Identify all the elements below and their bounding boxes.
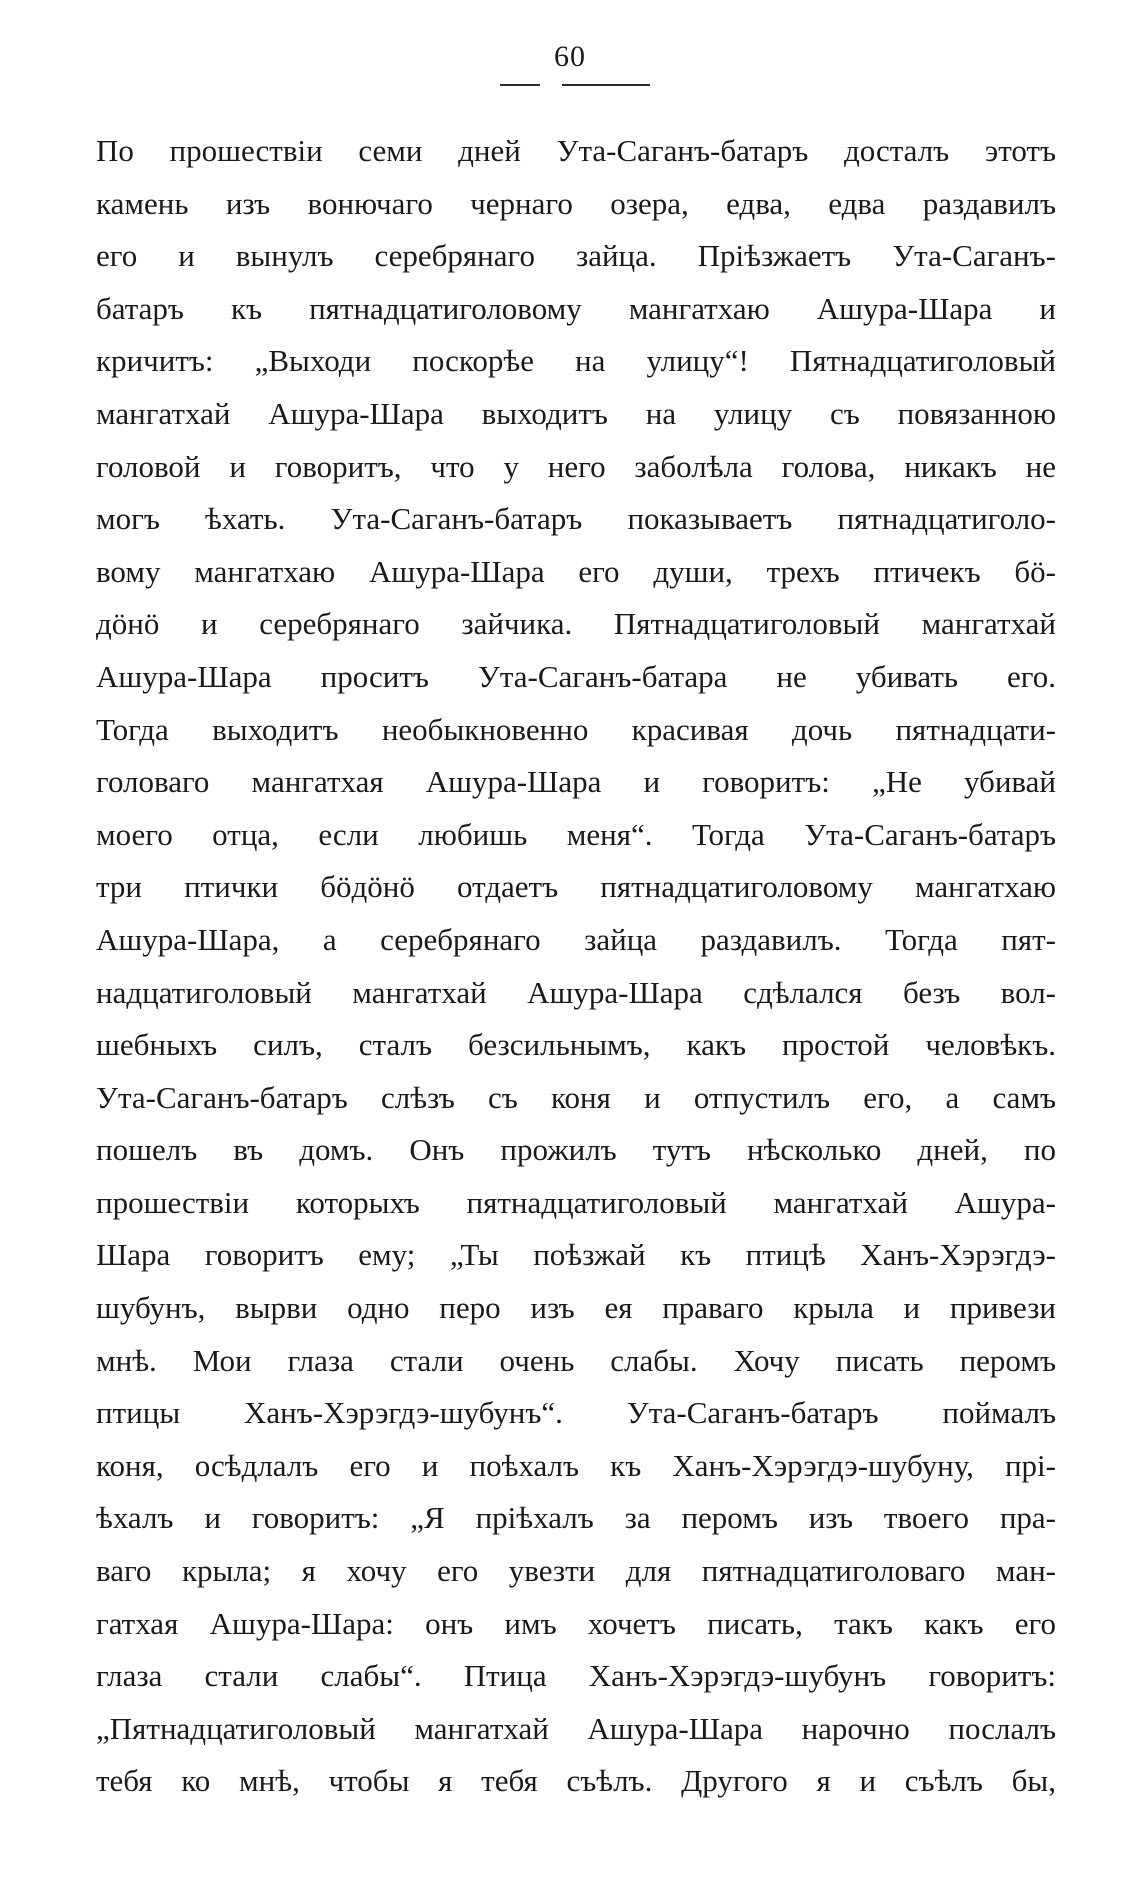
text-line: гатхая Ашура-Шара: онъ имъ хочетъ писать, такъ какъ его bbox=[96, 1605, 1056, 1641]
text-line: ѣхалъ и говоритъ: „Я пріѣхалъ за перомъ изъ твоего пра- bbox=[96, 1500, 1056, 1536]
text-line: мнѣ. Мои глаза стали очень слабы. Хочу писать перомъ bbox=[96, 1342, 1056, 1378]
text-line: надцатиголовый мангатхай Ашура-Шара сдѣлался безъ вол- bbox=[96, 974, 1056, 1010]
text-line: мангатхай Ашура-Шара выходитъ на улицу съ повязанною bbox=[96, 395, 1056, 431]
text-line: кричитъ: „Выходи поскорѣе на улицу“! Пятнадцатиголовый bbox=[96, 343, 1056, 379]
text-line: вому мангатхаю Ашура-Шара его души, трехъ птичекъ бö- bbox=[96, 553, 1056, 589]
text-line: три птички бöдöнö отдаетъ пятнадцатиголовому мангатхаю bbox=[96, 869, 1056, 905]
text-line: головой и говоритъ, что у него заболѣла голова, никакъ не bbox=[96, 448, 1056, 484]
text-line: Ашура-Шара, а серебрянаго зайца раздавилъ. Тогда пят- bbox=[96, 921, 1056, 957]
text-line: коня, осѣдлалъ его и поѣхалъ къ Ханъ-Хэрэгдэ-шубуну, прі- bbox=[96, 1447, 1056, 1483]
text-line: пошелъ въ домъ. Онъ прожилъ тутъ нѣсколько дней, по bbox=[96, 1132, 1056, 1168]
text-line: могъ ѣхать. Ута-Саганъ-батаръ показываетъ пятнадцатиголо- bbox=[96, 501, 1056, 537]
header-rule-gap bbox=[540, 82, 562, 88]
body-text bbox=[96, 125, 1056, 1808]
text-line: Тогда выходитъ необыкновенно красивая дочь пятнадцати- bbox=[96, 711, 1056, 747]
text-line: Шара говоритъ ему; „Ты поѣзжай къ птицѣ Ханъ-Хэрэгдэ- bbox=[96, 1237, 1056, 1273]
text-line: По прошествіи семи дней Ута-Саганъ-батаръ досталъ этотъ bbox=[96, 133, 1056, 168]
text-line: ваго крыла; я хочу его увезти для пятнадцатиголоваго ман- bbox=[96, 1553, 1056, 1589]
text-line: тебя ко мнѣ, чтобы я тебя съѣлъ. Другого я и съѣлъ бы, bbox=[96, 1763, 1056, 1799]
text-line: Ута-Саганъ-батаръ слѣзъ съ коня и отпустилъ его, а самъ bbox=[96, 1079, 1056, 1115]
text-line: „Пятнадцатиголовый мангатхай Ашура-Шара нарочно послалъ bbox=[96, 1710, 1056, 1746]
text-line: прошествіи которыхъ пятнадцатиголовый мангатхай Ашура- bbox=[96, 1184, 1056, 1220]
text-line: шубунъ, вырви одно перо изъ ея праваго крыла и привези bbox=[96, 1290, 1056, 1326]
page-header bbox=[0, 42, 1140, 72]
text-line: шебныхъ силъ, сталъ безсильнымъ, какъ простой человѣкъ. bbox=[96, 1027, 1056, 1063]
text-line: глаза стали слабы“. Птица Ханъ-Хэрэгдэ-шубунъ говоритъ: bbox=[96, 1658, 1056, 1694]
text-line: моего отца, если любишь меня“. Тогда Ута-Саганъ-батаръ bbox=[96, 816, 1056, 852]
text-line: его и вынулъ серебрянаго зайца. Пріѣзжаетъ Ута-Саганъ- bbox=[96, 238, 1056, 274]
text-line: батаръ къ пятнадцатиголовому мангатхаю Ашура-Шара и bbox=[96, 290, 1056, 326]
text-line: головаго мангатхая Ашура-Шара и говоритъ: „Не убивай bbox=[96, 764, 1056, 800]
text-line: камень изъ вонючаго чернаго озера, едва, едва раздавилъ bbox=[96, 185, 1056, 221]
text-line: дöнö и серебрянаго зайчика. Пятнадцатиголовый мангатхай bbox=[96, 606, 1056, 642]
text-line: Ашура-Шара проситъ Ута-Саганъ-батара не убивать его. bbox=[96, 658, 1056, 694]
text-line: птицы Ханъ-Хэрэгдэ-шубунъ“. Ута-Саганъ-батаръ поймалъ bbox=[96, 1395, 1056, 1431]
page-number: 60 bbox=[554, 40, 586, 73]
header-rule bbox=[500, 84, 650, 86]
